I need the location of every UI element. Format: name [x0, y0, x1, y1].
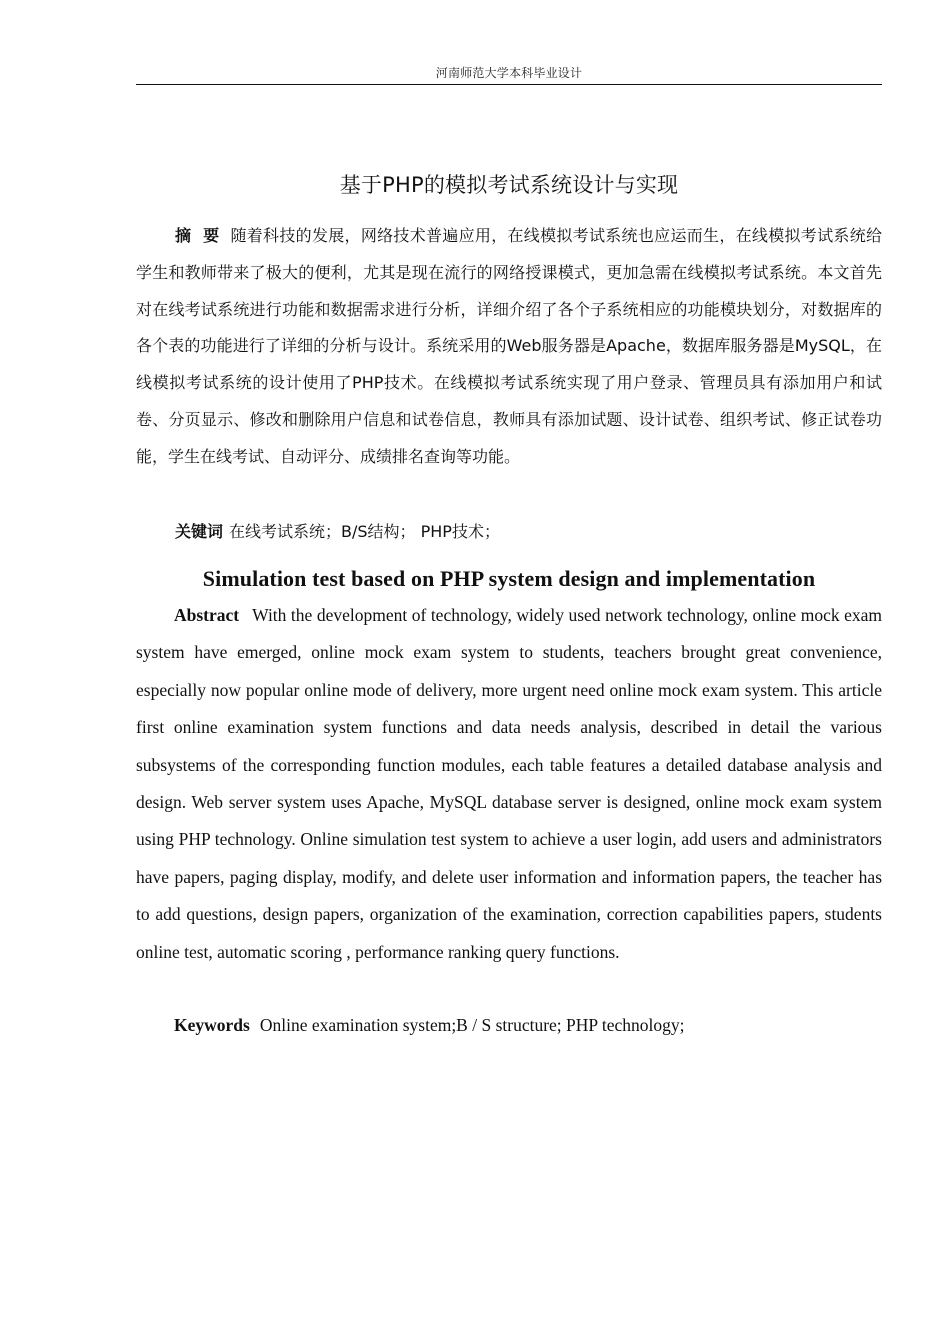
chinese-abstract-text: 随着科技的发展，网络技术普遍应用，在线模拟考试系统也应运而生，在线模拟考试系统给学生和教师带来了极大的便利，尤其是现在流行的网络授课模式，更加急需在线模拟考试系统。本文首先对在线考试系统进行功能和数据需求进行分析，详细介绍了各个子系统相应的功能模块划分，对数据库的各个表的功能进行了详细的分析与设计。系统采用的Web服务器是Apache，数据库服务器是MySQL，在线模拟考试系统的设计使用了PHP技术。在线模拟考试系统实现了用户登录、管理员具有添加用户和试卷、分页显示、修改和删除用户信息和试卷信息，教师具有添加试题、设计试卷、组织考试、修正试卷功能，学生在线考试、自动评分、成绩排名查询等功能。 — [136, 226, 882, 466]
chinese-keywords-text: 在线考试系统；B/S结构； PHP技术； — [229, 522, 500, 541]
page-header-text: 河南师范大学本科毕业设计 — [435, 66, 583, 80]
chinese-abstract — [136, 218, 882, 475]
english-keywords-label: Keywords — [174, 1015, 250, 1035]
chinese-abstract-label: 摘 要 — [175, 226, 223, 245]
chinese-title: 基于PHP的模拟考试系统设计与实现 — [339, 173, 679, 197]
english-abstract-text: With the development of technology, widely used network technology, online mock exam system have emerged, online mock exam system to students, teachers brought great convenience, especially now popular online mode of delivery, more urgent need online mock exam system. This article first online examination system functions and data needs analysis, described in detail the various subsystems of the corresponding function modules, each table features a detailed database analysis and design. Web server system uses Apache, MySQL database server is designed, online mock exam system using PHP technology. Online simulation test system to achieve a user login, add users and administrators have papers, paging display, modify, and delete user information and information papers, the teacher has to add questions, design papers, organization of the examination, correction capabilities papers, students online test, automatic scoring , performance ranking query functions. — [136, 605, 882, 962]
page-header — [136, 62, 882, 85]
english-title: Simulation test based on PHP system design and implementation — [202, 566, 816, 591]
chinese-keywords-label: 关键词 — [175, 522, 224, 541]
english-abstract — [136, 597, 882, 971]
english-keywords — [136, 1008, 882, 1042]
chinese-keywords — [136, 515, 882, 549]
english-keywords-text: Online examination system;B / S structure; PHP technology; — [259, 1015, 685, 1035]
english-abstract-label: Abstract — [174, 605, 240, 625]
